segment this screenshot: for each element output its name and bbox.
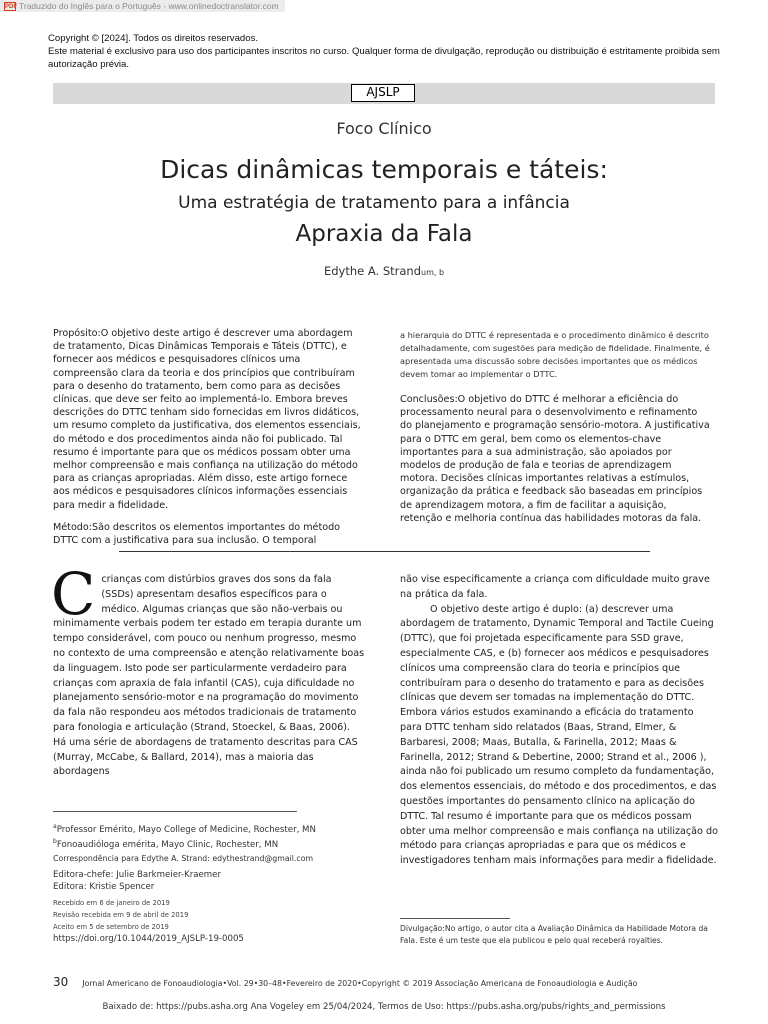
drop-cap: C xyxy=(51,560,96,628)
abstract-continuation: a hierarquia do DTTC é representada e o procedimento dinâmico é descrito detalhadamente, com sugestões para medição de fidelidade. Finalmente, é apresentada uma discussão sobre decisões importantes que os médicos devem tomar ao implementar o DTTC. xyxy=(400,330,710,379)
correspondence: Correspondência para Edythe A. Strand: edythestrand@gmail.com xyxy=(53,854,314,864)
purpose-label: Propósito: xyxy=(53,328,101,339)
author-name: Edythe A. Strand xyxy=(323,264,422,278)
purpose-text: O objetivo deste artigo é descrever uma abordagem de tratamento, Dicas Dinâmicas Temporais e Táteis (DTTC), e fornecer aos médicos e pesquisadores clínicos uma compreensão clara da teoria e dos princípios que contribuíram para o desenho do tratamento, bem como para as decisões clínicas. que deve ser feito ao implementá-lo. Embora breves descrições do DTTC tenham sido fornecidas em livros didáticos, um resumo completo da justificativa, dos elementos essenciais, do método e dos procedimentos ainda não foi publicado. Tal resumo é importante para que os médicos possam obter uma melhor compreensão e mais confiança na utilização do método para as crianças apropriadas. Além disso, este artigo fornece aos médicos e pesquisadores clínicos informações essenciais para medir a fidelidade. xyxy=(53,328,361,511)
abstract-conclusions xyxy=(400,393,710,525)
download-notice: Baixado de: https://pubs.asha.org Ana Vogeley em 25/04/2024, Termos de Uso: https://pubs.asha.org/pubs/rights_and_permissions xyxy=(102,1002,666,1012)
author-affiliation-marks: um, b xyxy=(421,268,445,277)
body-right-para2: O objetivo deste artigo é duplo: (a) descrever uma abordagem de tratamento, Dynamic Temporal and Tactile Cueing (DTTC), que foi projetada especificamente para SSD grave, especialmente CAS, e (b) fornecer aos médicos e pesquisadores clínicos uma compreensão clara do teoria e princípios que contribuíram para o desenho do tratamento e para as decisões clínicas que devem ser tomadas na implementação do DTTC. Embora vários estudos examinando a eficácia do tratamento para DTTC tenham sido relatados (Baas, Strand, Elmer, & Barbaresi, 2008; Maas, Butalla, & Farinella, 2012; Maas & Farinella, 2012; Strand & Debertine, 2000; Strand et al., 2006 ), ainda não foi publicado um resumo completo da fundamentação, dos elementos essenciais, do método e dos procedimentos, e das questões importantes do pensamento clínico na aplicação do DTTC. Tal resumo é importante para que os médicos possam obter uma melhor compreensão e mais confiança na utilização do método para crianças apropriadas e para que os médicos e investigadores tenham mais informações para medir a fidelidade. xyxy=(400,603,718,867)
abstract-purpose xyxy=(53,327,365,512)
usage-restriction: Este material é exclusivo para uso dos participantes inscritos no curso. Qualquer forma de divulgação, reprodução ou distribuição é estritamente proibida sem autorização prévia. xyxy=(48,46,720,70)
footnote-divider xyxy=(53,811,297,812)
body-column-left xyxy=(51,560,365,780)
accepted-date: Aceito em 5 de setembro de 2019 xyxy=(53,923,169,932)
conclusions-text: O objetivo do DTTC é melhorar a eficiência do processamento neural para o desenvolvimento e refinamento do planejamento e programação sensório-motora. A justificativa para o DTTC em geral, bem como os elementos-chave importantes para a sua administração, são apoiados por modelos de produção de fala e teorias de aprendizagem motora. Decisões clínicas importantes relativas a estímulos, organização da prática e feedback são baseadas em princípios de aprendizagem motora, a fim de facilitar a aquisição, retenção e melhoria contínua das habilidades motoras da fala. xyxy=(400,394,710,524)
translator-bar[interactable] xyxy=(0,0,285,12)
received-date: Recebido em 6 de janeiro de 2019 xyxy=(53,899,170,908)
method-text: São descritos os elementos importantes do método DTTC com a justificativa para sua inclusão. O temporal xyxy=(53,521,341,547)
disclosure-text: No artigo, o autor cita a Avaliação Dinâmica da Habilidade Motora da Fala. Este é um teste que ela publicou e pelo qual receberá royalties. xyxy=(400,924,708,945)
footnotes-left xyxy=(53,821,365,946)
copyright-notice xyxy=(48,32,728,71)
editor: Editora: Kristie Spencer xyxy=(53,881,155,892)
abstract-right xyxy=(400,329,710,525)
journal-tag: AJSLP xyxy=(351,84,415,102)
section-label: Foco Clínico xyxy=(336,119,432,138)
revised-date: Revisão recebida em 9 de abril de 2019 xyxy=(53,911,189,920)
body-column-right xyxy=(400,573,718,869)
copyright-line: Copyright © [2024]. Todos os direitos reservados. xyxy=(48,33,259,44)
abstract-method xyxy=(53,521,365,547)
conclusions-label: Conclusões: xyxy=(400,394,458,405)
body-right-para1: não vise especificamente a criança com dificuldade muito grave na prática da fala. xyxy=(400,574,710,600)
method-label: Método: xyxy=(53,521,93,533)
pdf-icon: PDF xyxy=(5,3,17,10)
page-number: 30 xyxy=(53,975,69,989)
article-title-line2: Apraxia da Fala xyxy=(295,221,473,247)
journal-citation: Jornal Americano de Fonoaudiologia•Vol. 29•30–48•Fevereiro de 2020•Copyright © 2019 Associação Americana de Fonoaudiologia e Audição xyxy=(82,979,638,988)
author-line xyxy=(0,264,768,278)
abstract-left xyxy=(53,327,365,556)
disclosure-divider xyxy=(400,918,510,919)
disclosure-label: Divulgação: xyxy=(400,924,445,933)
affiliation-b: $^b$Fonoaudióloga emérita, Mayo Clinic, Rochester, MN xyxy=(53,838,279,851)
article-title: Dicas dinâmicas temporais e táteis: xyxy=(160,155,608,184)
affiliation-a: $^a$Professor Emérito, Mayo College of Medicine, Rochester, MN xyxy=(53,823,316,835)
doi-link[interactable]: https://doi.org/10.1044/2019_AJSLP-19-0005 xyxy=(53,934,244,945)
translator-text[interactable]: Traduzido do Inglês para o Português - www.onlinedoctranslator.com xyxy=(19,1,279,11)
page-footer xyxy=(53,975,637,989)
editor-in-chief: Editora-chefe: Julie Barkmeier-Kraemer xyxy=(53,869,221,880)
abstract-divider xyxy=(119,551,650,552)
body-left-text: crianças com distúrbios graves dos sons da fala (SSDs) apresentam desafios específicos para o médico. Algumas crianças que são não-verbais ou minimamente verbais podem ter estado em terapia durante um tempo considerável, com pouco ou nenhum progresso, mesmo no contexto de uma compreensão e atenção relativamente boas da linguagem. Isto pode ser particularmente verdadeiro para crianças com apraxia de fala infantil (CAS), cuja dificuldade no planejamento sensório-motor e na programação do movimento da fala não respondeu aos métodos tradicionais de tratamento para fonologia e articulação (Strand, Stoeckel, & Baas, 2006). Há uma série de abordagens de tratamento descritas para CAS (Murray, McCabe, & Ballard, 2014), mas a maioria das abordagens xyxy=(53,574,365,778)
article-subtitle: Uma estratégia de tratamento para a infância xyxy=(178,193,570,213)
disclosure-note xyxy=(400,923,714,946)
